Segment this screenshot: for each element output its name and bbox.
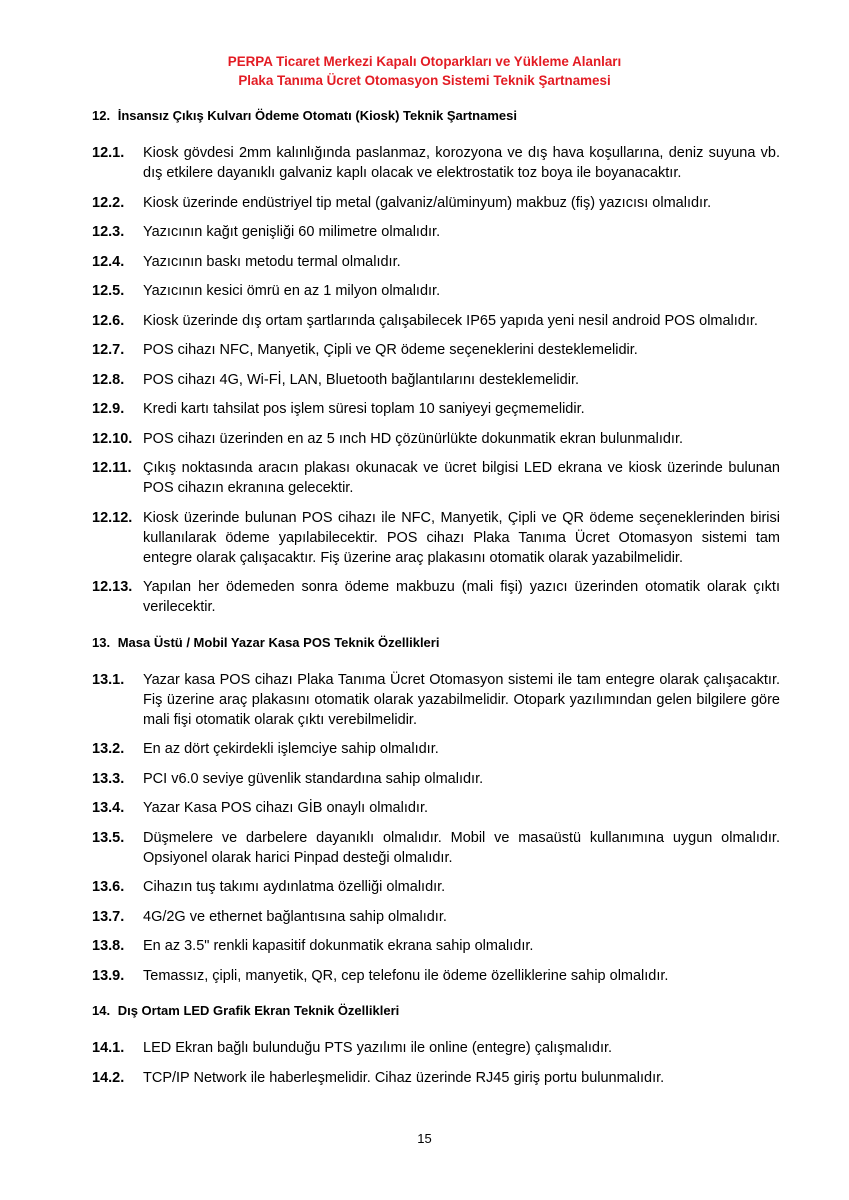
list-item <box>92 769 780 789</box>
item-text: Çıkış noktasında aracın plakası okunacak ve ücret bilgisi LED ekrana ve kiosk üzerinde bulunan POS cihazın ekranına gelecektir. <box>143 460 780 496</box>
list-item <box>92 311 780 331</box>
item-number: 14.1. <box>92 1040 125 1056</box>
item-number: 12.3. <box>92 224 125 240</box>
list-item <box>92 508 780 568</box>
section-12 <box>92 107 780 617</box>
item-text: POS cihazı üzerinden en az 5 ınch HD çözünürlükte dokunmatik ekran bulunmalıdır. <box>143 430 684 447</box>
section-spacer <box>92 627 780 634</box>
item-text: POS cihazı NFC, Manyetik, Çipli ve QR ödeme seçeneklerini desteklemelidir. <box>143 342 638 358</box>
section-heading <box>92 634 780 652</box>
list-item <box>92 429 780 449</box>
item-number: 13.7. <box>92 908 125 925</box>
document-header <box>0 52 849 90</box>
item-text: TCP/IP Network ile haberleşmelidir. Cihaz üzerinde RJ45 giriş portu bulunmalıdır. <box>143 1069 665 1086</box>
document-body <box>92 107 780 1097</box>
item-number: 13.5. <box>92 829 125 846</box>
item-text: LED Ekran bağlı bulunduğu PTS yazılımı ile online (entegre) çalışmalıdır. <box>143 1040 613 1056</box>
header-title-line-1: PERPA Ticaret Merkezi Kapalı Otoparkları ve Yükleme Alanları <box>227 54 622 69</box>
item-text: 4G/2G ve ethernet bağlantısına sahip olmalıdır. <box>143 908 447 925</box>
item-number: 13.2. <box>92 741 125 757</box>
item-text: PCI v6.0 seviye güvenlik standardına sahip olmalıdır. <box>143 770 484 787</box>
item-number: 12.4. <box>92 253 125 270</box>
section-title-text: Masa Üstü / Mobil Yazar Kasa POS Teknik Özellikleri <box>117 634 440 650</box>
header-title-line-2: Plaka Tanıma Ücret Otomasyon Sistemi Teknik Şartnamesi <box>238 73 611 88</box>
section-heading <box>92 1002 780 1020</box>
item-number: 12.6. <box>92 312 125 329</box>
item-number: 12.5. <box>92 283 125 299</box>
page-number: 15 <box>417 1131 432 1146</box>
list-item <box>92 252 780 272</box>
section-13 <box>92 634 780 986</box>
list-item <box>92 1038 780 1058</box>
item-text: Temassız, çipli, manyetik, QR, cep telefonu ile ödeme özelliklerine sahip olmalıdır. <box>143 967 669 984</box>
item-text: En az dört çekirdekli işlemciye sahip olmalıdır. <box>143 741 439 757</box>
list-item <box>92 907 780 927</box>
item-text: Kiosk gövdesi 2mm kalınlığında paslanmaz, korozyona ve dış hava koşullarına, deniz suyuna vb. dış etkilere dayanıklı galvaniz kaplı olacak ve elektrostatik toz boya ile boyanacaktır. <box>143 145 780 181</box>
item-number: 13.1. <box>92 671 125 688</box>
item-number: 13.3. <box>92 770 125 787</box>
item-number: 12.8. <box>92 371 125 388</box>
section-spacer <box>92 995 780 1002</box>
list-item <box>92 458 780 498</box>
list-item <box>92 798 780 818</box>
list-item <box>92 1068 780 1088</box>
list-item <box>92 966 780 986</box>
item-number: 13.4. <box>92 800 125 816</box>
list-item <box>92 193 780 213</box>
item-text: Kiosk üzerinde bulunan POS cihazı ile NFC, Manyetik, Çipli ve QR ödeme seçeneklerinden birisi kullanılarak ödeme yapılabilecektir. POS cihazı Plaka Tanıma Ücret Otomasyon sistemi tam entegre olarak çalışacaktır. Fiş üzerine araç plakasını otomatik olarak yazabilmelidir. <box>143 509 780 566</box>
item-text: Yazar Kasa POS cihazı GİB onaylı olmalıdır. <box>143 800 429 816</box>
section-number: 14. <box>92 1003 111 1018</box>
item-number: 12.7. <box>92 342 125 358</box>
section-heading <box>92 107 780 125</box>
section-14 <box>92 1002 780 1088</box>
section-number: 13. <box>92 634 111 650</box>
item-number: 12.1. <box>92 145 125 161</box>
section-item-list <box>92 143 780 617</box>
item-number: 13.6. <box>92 879 125 895</box>
item-text: Yazıcının kağıt genişliği 60 milimetre olmalıdır. <box>143 224 441 240</box>
list-item <box>92 739 780 759</box>
section-item-list <box>92 1038 780 1088</box>
list-item <box>92 222 780 242</box>
item-number: 14.2. <box>92 1069 125 1086</box>
item-number: 13.9. <box>92 967 125 984</box>
item-text: Yazar kasa POS cihazı Plaka Tanıma Ücret Otomasyon sistemi ile tam entegre olarak çalışacaktır. Fiş üzerine araç plakasını otomatik olarak yazabilmelidir. Otopark yazılımından gelen bilgilere göre mali fişi otomatik olarak çıktı verebilmelidir. <box>143 671 780 728</box>
item-number: 12.10. <box>92 430 133 447</box>
list-item <box>92 399 780 419</box>
item-text: Yapılan her ödemeden sonra ödeme makbuzu (mali fişi) yazıcı üzerinden otomatik olarak çıktı verilecektir. <box>143 579 780 615</box>
item-text: Yazıcının kesici ömrü en az 1 milyon olmalıdır. <box>143 283 441 299</box>
list-item <box>92 936 780 956</box>
item-text: Yazıcının baskı metodu termal olmalıdır. <box>143 253 401 270</box>
list-item <box>92 670 780 730</box>
section-item-list <box>92 670 780 986</box>
item-number: 12.12. <box>92 509 133 526</box>
item-number: 12.2. <box>92 194 125 211</box>
item-number: 12.9. <box>92 401 125 417</box>
list-item <box>92 577 780 617</box>
item-text: Kiosk üzerinde dış ortam şartlarında çalışabilecek IP65 yapıda yeni nesil android POS olmalıdır. <box>143 312 758 329</box>
list-item <box>92 370 780 390</box>
list-item <box>92 828 780 868</box>
list-item <box>92 340 780 360</box>
item-text: Düşmelere ve darbelere dayanıklı olmalıdır. Mobil ve masaüstü kullanımına uygun olmalıdır. Opsiyonel olarak harici Pinpad desteği olmalıdır. <box>143 829 780 866</box>
item-number: 13.8. <box>92 938 125 954</box>
section-title-text: Dış Ortam LED Grafik Ekran Teknik Özellikleri <box>117 1003 400 1018</box>
list-item <box>92 143 780 183</box>
list-item <box>92 281 780 301</box>
item-number: 12.11. <box>92 460 132 476</box>
item-text: POS cihazı 4G, Wi-Fİ, LAN, Bluetooth bağlantılarını desteklemelidir. <box>143 371 579 388</box>
item-number: 12.13. <box>92 579 133 595</box>
section-title-text: İnsansız Çıkış Kulvarı Ödeme Otomatı (Kiosk) Teknik Şartnamesi <box>117 108 517 123</box>
item-text: Kiosk üzerinde endüstriyel tip metal (galvaniz/alüminyum) makbuz (fiş) yazıcısı olmalıdır. <box>143 194 712 211</box>
item-text: En az 3.5" renkli kapasitif dokunmatik ekrana sahip olmalıdır. <box>143 938 534 954</box>
section-number: 12. <box>92 108 111 123</box>
item-text: Cihazın tuş takımı aydınlatma özelliği olmalıdır. <box>143 879 446 895</box>
item-text: Kredi kartı tahsilat pos işlem süresi toplam 10 saniyeyi geçmemelidir. <box>143 401 585 417</box>
list-item <box>92 877 780 897</box>
